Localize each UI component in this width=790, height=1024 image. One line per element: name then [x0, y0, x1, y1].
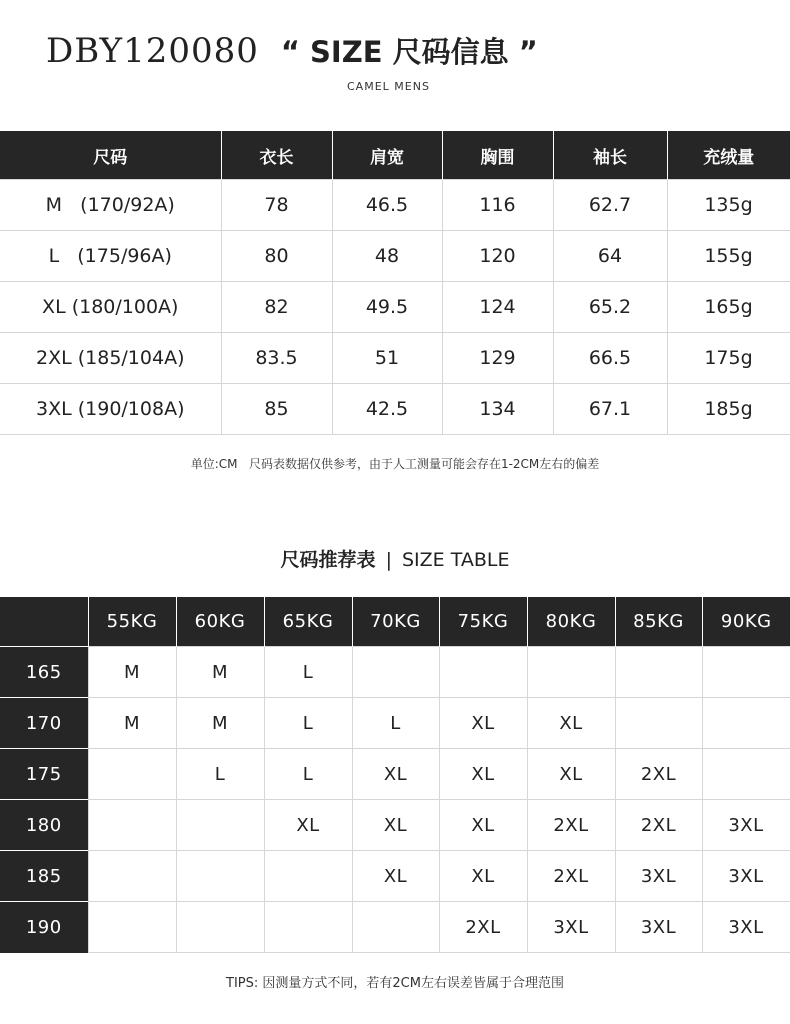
weight-header: 65KG — [264, 597, 352, 647]
size-cell: M — [88, 647, 176, 698]
table-cell: 155g — [667, 231, 790, 282]
size-cell — [615, 647, 702, 698]
height-header: 170 — [0, 698, 88, 749]
table-cell: 185g — [667, 384, 790, 435]
table-cell: 85 — [221, 384, 332, 435]
column-header: 尺码 — [0, 131, 221, 180]
height-header: 175 — [0, 749, 88, 800]
table-cell: 135g — [667, 180, 790, 231]
table-row — [0, 647, 790, 698]
size-cell: XL — [439, 800, 527, 851]
size-table-title — [0, 545, 790, 572]
size-cell: XL — [527, 698, 615, 749]
size-table-title-cn: 尺码推荐表 — [280, 549, 376, 571]
size-cell — [352, 902, 439, 953]
table-cell: 82 — [221, 282, 332, 333]
size-cell: L (175/96A) — [0, 231, 221, 282]
table-cell: 120 — [442, 231, 553, 282]
size-cell: XL — [264, 800, 352, 851]
weight-header: 60KG — [176, 597, 264, 647]
size-cell: 2XL — [439, 902, 527, 953]
weight-header-row — [0, 597, 790, 647]
table-row — [0, 333, 790, 384]
table-row — [0, 384, 790, 435]
tips-text: TIPS: 因测量方式不同，若有2CM左右误差皆属于合理范围 — [226, 976, 564, 991]
weight-header: 75KG — [439, 597, 527, 647]
size-cell — [615, 698, 702, 749]
size-cell — [527, 647, 615, 698]
table-row — [0, 749, 790, 800]
table-cell: 51 — [332, 333, 442, 384]
table-cell: 66.5 — [553, 333, 667, 384]
table-row — [0, 698, 790, 749]
size-cell — [702, 647, 790, 698]
size-cell: 2XL — [615, 749, 702, 800]
size-cell: L — [352, 698, 439, 749]
size-cell: 3XL — [615, 902, 702, 953]
size-cell: 3XL — [702, 851, 790, 902]
title-row — [46, 30, 538, 80]
weight-header: 80KG — [527, 597, 615, 647]
size-cell: L — [264, 749, 352, 800]
corner-cell — [0, 597, 88, 647]
table-cell: 116 — [442, 180, 553, 231]
size-cell: 2XL (185/104A) — [0, 333, 221, 384]
column-header: 肩宽 — [332, 131, 442, 180]
height-header: 165 — [0, 647, 88, 698]
size-cell: XL — [439, 749, 527, 800]
table-cell: 134 — [442, 384, 553, 435]
height-header: 180 — [0, 800, 88, 851]
size-cell: L — [264, 647, 352, 698]
table-cell: 129 — [442, 333, 553, 384]
measurement-note: 单位:CM 尺码表数据仅供参考，由于人工测量可能会存在1-2CM左右的偏差 — [190, 457, 600, 471]
size-cell: 3XL — [702, 800, 790, 851]
size-cell: XL — [439, 698, 527, 749]
size-cell — [88, 902, 176, 953]
size-cell — [88, 749, 176, 800]
size-cell: XL — [352, 800, 439, 851]
size-cell — [352, 647, 439, 698]
size-cell: XL — [352, 851, 439, 902]
size-cell — [439, 647, 527, 698]
table-cell: 124 — [442, 282, 553, 333]
table-cell: 83.5 — [221, 333, 332, 384]
size-recommendation-table — [0, 597, 790, 953]
weight-header: 90KG — [702, 597, 790, 647]
size-cell — [176, 800, 264, 851]
size-cell — [176, 902, 264, 953]
size-cell — [702, 749, 790, 800]
weight-header: 70KG — [352, 597, 439, 647]
column-header: 衣长 — [221, 131, 332, 180]
size-table-title-en: SIZE TABLE — [401, 549, 510, 571]
height-header: 185 — [0, 851, 88, 902]
table-row — [0, 851, 790, 902]
size-cell: M — [176, 698, 264, 749]
size-cell — [88, 800, 176, 851]
title-separator: | — [385, 549, 392, 571]
size-cell: L — [176, 749, 264, 800]
table-cell: 67.1 — [553, 384, 667, 435]
page-title: “ SIZE 尺码信息 ” — [280, 35, 538, 69]
table-cell: 48 — [332, 231, 442, 282]
table-cell: 49.5 — [332, 282, 442, 333]
table-cell: 65.2 — [553, 282, 667, 333]
table-cell: 165g — [667, 282, 790, 333]
table-cell: 78 — [221, 180, 332, 231]
size-info-table — [0, 131, 790, 435]
table-cell: 64 — [553, 231, 667, 282]
weight-header: 85KG — [615, 597, 702, 647]
table-cell: 80 — [221, 231, 332, 282]
size-cell — [264, 902, 352, 953]
column-header: 胸围 — [442, 131, 553, 180]
size-cell: XL — [439, 851, 527, 902]
weight-header: 55KG — [88, 597, 176, 647]
size-cell: 3XL — [702, 902, 790, 953]
size-cell: 2XL — [527, 800, 615, 851]
size-info-header-row — [0, 131, 790, 180]
model-number: DBY120080 — [46, 31, 259, 71]
table-row — [0, 282, 790, 333]
size-cell — [264, 851, 352, 902]
size-cell — [702, 698, 790, 749]
table-row — [0, 800, 790, 851]
column-header: 充绒量 — [667, 131, 790, 180]
size-cell: M — [88, 698, 176, 749]
size-cell: M (170/92A) — [0, 180, 221, 231]
size-cell: L — [264, 698, 352, 749]
size-cell: 3XL — [527, 902, 615, 953]
table-row — [0, 180, 790, 231]
height-header: 190 — [0, 902, 88, 953]
size-cell: M — [176, 647, 264, 698]
size-cell: 2XL — [615, 800, 702, 851]
brand-label: CAMEL MENS — [347, 80, 430, 93]
size-cell: 3XL — [615, 851, 702, 902]
size-cell: XL — [527, 749, 615, 800]
table-row — [0, 231, 790, 282]
table-cell: 62.7 — [553, 180, 667, 231]
table-cell: 175g — [667, 333, 790, 384]
size-cell: XL — [352, 749, 439, 800]
size-cell: XL (180/100A) — [0, 282, 221, 333]
size-cell: 2XL — [527, 851, 615, 902]
size-cell: 3XL (190/108A) — [0, 384, 221, 435]
column-header: 袖长 — [553, 131, 667, 180]
table-cell: 42.5 — [332, 384, 442, 435]
size-cell — [176, 851, 264, 902]
table-cell: 46.5 — [332, 180, 442, 231]
size-cell — [88, 851, 176, 902]
table-row — [0, 902, 790, 953]
